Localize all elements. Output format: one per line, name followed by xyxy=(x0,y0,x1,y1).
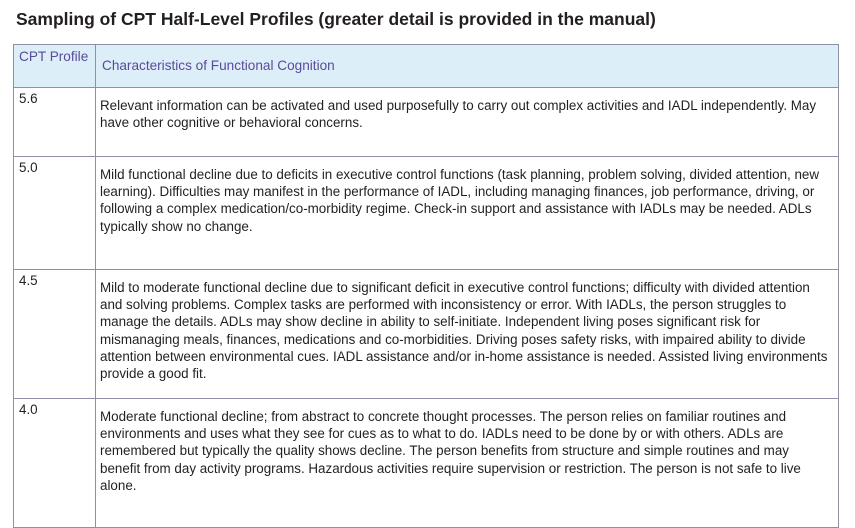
cpt-profiles-table xyxy=(13,44,839,528)
profile-level: 5.0 xyxy=(14,157,96,270)
profile-description xyxy=(96,88,839,157)
profile-description xyxy=(96,270,839,399)
page-title: Sampling of CPT Half-Level Profiles (greater detail is provided in the manual) xyxy=(16,9,656,29)
profile-level: 4.0 xyxy=(14,399,96,528)
table-row xyxy=(14,399,839,528)
profile-description-text: Mild to moderate functional decline due to significant deficit in executive control functions; difficulty with divided attention and solving problems. Complex tasks are performed with inconsistency or error. With IADLs, the person struggles to manage the details. ADLs may show decline in ability to self-initiate. Independent living poses significant risk for mismanaging meals, finances, medications and co-morbidities. Driving poses safety risks, with impaired ability to divide attention between environmental cues. IADL assistance and/or in-home assistance is needed. Assisted living environments provide a good fit. xyxy=(100,280,828,382)
table-header-row xyxy=(14,45,839,88)
profile-description xyxy=(96,157,839,270)
profile-level: 4.5 xyxy=(14,270,96,399)
profile-description-text: Relevant information can be activated and used purposefully to carry out complex activities and IADL independently. May have other cognitive or behavioral concerns. xyxy=(100,98,817,131)
table-row xyxy=(14,88,839,157)
profile-description xyxy=(96,399,839,528)
header-cpt-profile: CPT Profile xyxy=(14,45,96,88)
header-characteristics: Characteristics of Functional Cognition xyxy=(96,45,839,88)
table-row xyxy=(14,270,839,399)
table-row xyxy=(14,157,839,270)
profile-description-text: Moderate functional decline; from abstract to concrete thought processes. The person relies on familiar routines and environments and uses what they see for cues as to what to do. IADLs need to be done by or with others. ADLs are remembered but typically the quality shows decline. The person benefits from structure and simple routines and may benefit from day activity programs. Hazardous activities require supervision or restriction. The person is not safe to live alone. xyxy=(100,409,801,493)
profile-description-text: Mild functional decline due to deficits in executive control functions (task planning, problem solving, divided attention, new learning). Difficulties may manifest in the performance of IADL, including managing finances, job performance, driving, or following a complex medication/co-morbidity regime. Check-in support and assistance with IADLs may be needed. ADLs typically show no change. xyxy=(100,167,820,234)
profile-level: 5.6 xyxy=(14,88,96,157)
